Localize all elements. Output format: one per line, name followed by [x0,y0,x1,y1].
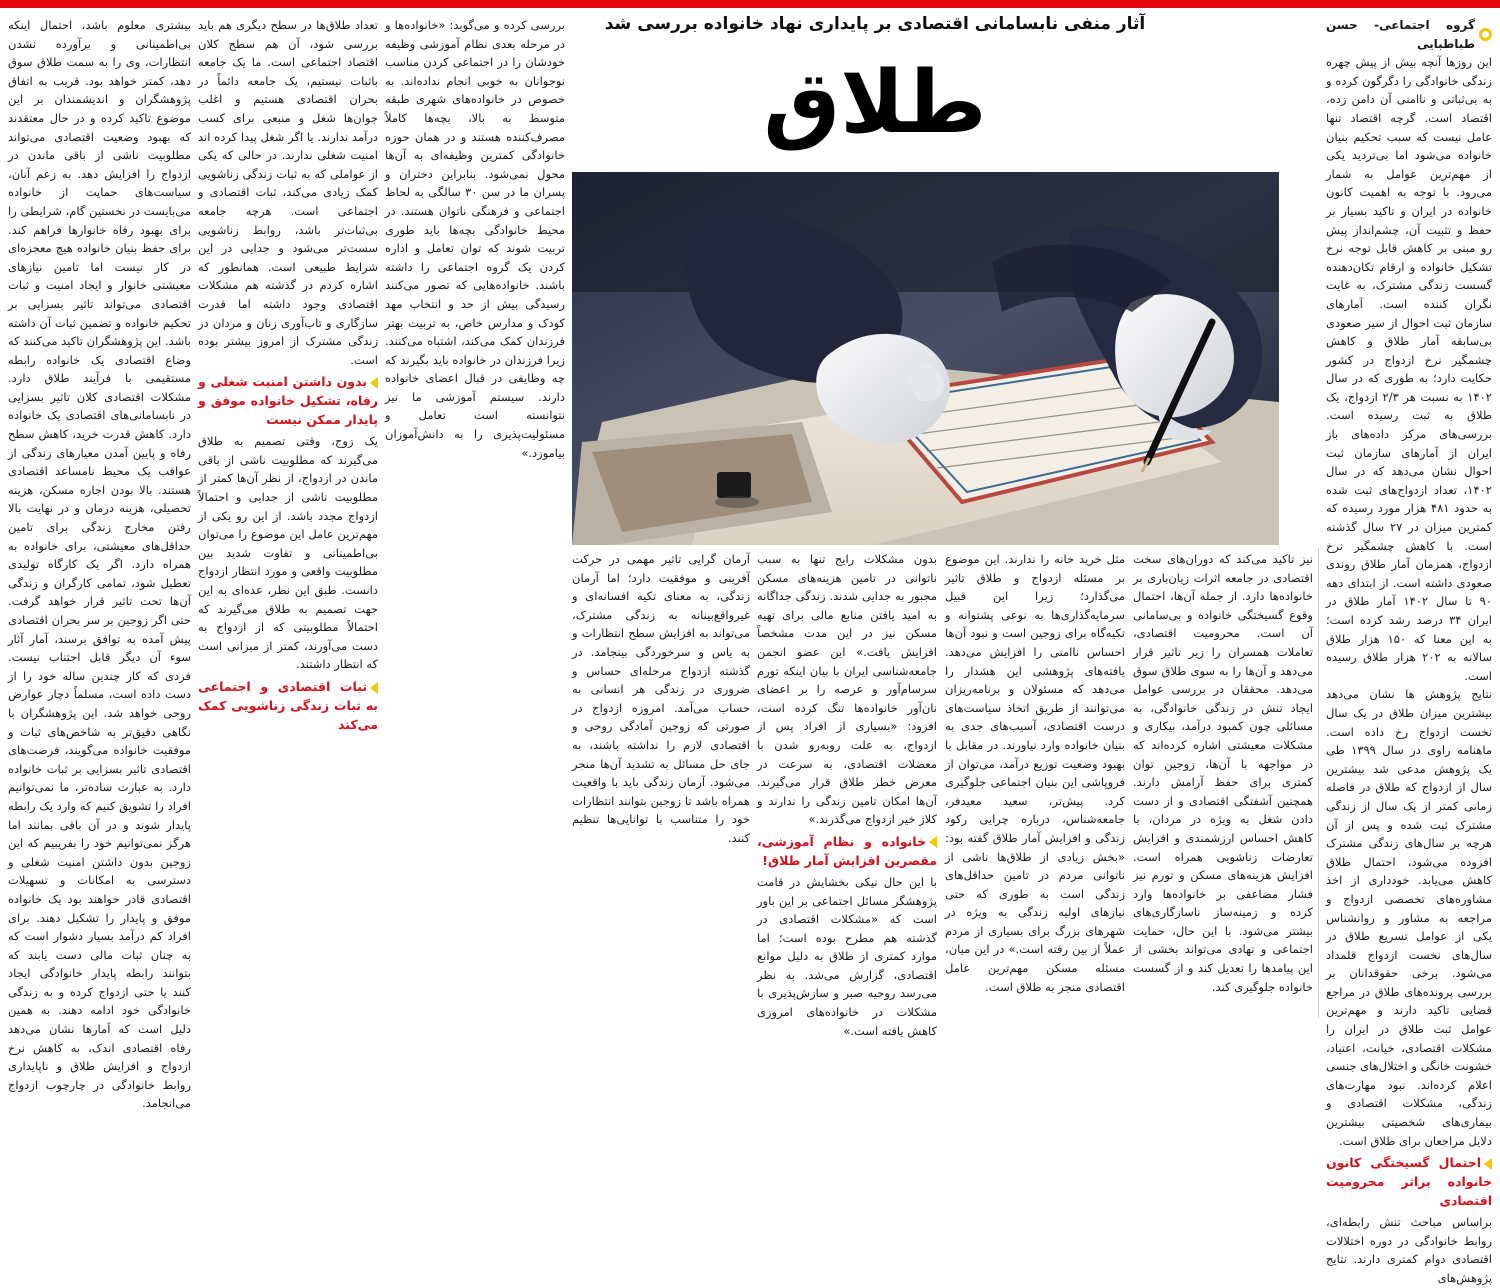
subhead-economic-deprivation [1326,1153,1492,1210]
column-8-text: بیشتری معلوم باشد، احتمال اینکه بی‌اطمینانی و برآورده نشدن انتظارات، وی را به سمت طلاق سوق دهد، کمتر خواهد بود. قریب به اتفاق پژوهشگران و اندیشمندان بر این موضوع تاکید کرده و در حال معتقدند که بهبود وضعیت اقتصادی می‌تواند مطلوبیت ناشی از باقی ماندن در ازدواج را افزایش دهد. به زعم آنان، سیاست‌های حمایت از خانواده می‌بایست در نخستین گام، شرایطی را برای بهبود رفاه خانوارها فراهم کند. برای حفظ بنیان خانواده هیچ معجزه‌ای در کار نیست اما تامین نیازهای معیشتی خانوار و ایجاد امنیت و ثبات اقتصادی می‌تواند تاثیر بسزایی بر تحکیم خانواده و تضمین ثبات آن داشته باشد. این پژوهشگران تاکید می‌کنند که وضاع اقتصادی یک خانواده رابطه مستقیمی با فرآیند طلاق دارد. مشکلات اقتصادی کلان تاثیر بسزایی در نابسامانی‌های اقتصادی یک خانواده دارد. کاهش قدرت خرید، کاهش سطح رفاه و پایین آمدن معیارهای زندگی از عواقب یک محیط نامساعد اقتصادی هستند. بالا بودن اجاره مسکن، هزینه تحصیلی، هزینه درمان و در نهایت بالا رفتن مخارج زندگی برای تامین حداقل‌های معیشتی، برای خانواده به همراه دارد. اگر یک کارگاه تولیدی تعطیل شود، تمامی کارگران و زندگی آن‌ها تحت تاثیر قرار خواهد گرفت. حتی اگر زوجین بر سر بحران اقتصادی پیش آمده به توافق برسند، آمار آثار سوء آن دیگر قابل اجتناب نیست. فردی که کار چندین ساله خود را از دست داده است، مسلماً دچار عوارض روحی خواهد شد. این پژوهشگران با نگاهی دقیق‌تر به شاخص‌های ثبات و موفقیت خانواده می‌گویند، فرصت‌های اقتصادی تاثیر بسزایی بر ثبات خانواده دارد. به عبارت ساده‌تر، ما نمی‌توانیم افراد را تشویق کنیم که وارد یک رابطه پایدار شوند و در آن باقی بمانند اما هرگز نمی‌توانیم خود را بفریبیم که این زوجین بدون داشتن امنیت شغلی و دسترسی به امکانات و تسهیلات اقتصادی قادر خواهند بود یک خانواده موفق و پایدار را تشکیل دهند. برای افراد کم درآمد بسیار دشوار است که به چنان ثبات مالی دست یابند که بتوانند رابطه پایدار خانوادگی ایجاد کنند یا حتی ازدواج کرده و به زندگی خانوادگی خود ادامه دهند. به همین دلیل است که آمارها نشان می‌دهد رفاه اقتصادی اندک، به کاهش نرخ ازدواج و افزایش طلاق و ناپایداری روابط خانوادگی در چارچوب ازدواج می‌انجامد. [8,18,191,1111]
column-divider [1318,548,1319,1018]
column-1-bottom-text: نتایج پژوهش ها نشان می‌دهد بیشترین میزان طلاق در یک سال نخست ازدواج رخ داده است. ماهنامه راوی در سال ۱۳۹۹ طی یک پژوهش مدعی شد بیشترین سال از ازدواج که طلاق در فاصله زمانی کمتر از یک سال از زندگی مشترک ثبت شده و پس از آن هرچه بر سال‌های زندگی مشترک افزوده می‌شود، احتمال طلاق کاهش می‌یابد. خودداری از اخذ مشاوره‌های تخصصی ازدواج و مراجعه به مشاور و روانشناس یکی از عوامل تسریع طلاق در سال‌های نخست ازدواج قلمداد می‌شود. برخی حقوقدانان بر بررسی پرونده‌های طلاق در مراجع قضایی تاکید دارند و مهم‌ترین عوامل ثبت طلاق در ایران را مشکلات اقتصادی، خیانت، اعتیاد، خشونت خانگی و اختلال‌های جنسی اعلام کرده‌اند. نبود مهارت‌های زندگی، مشکلات اقتصادی و بیماری‌های شخصیتی بیشترین دلایل مراجعان برای طلاق است. [1326,687,1492,1148]
subhead-education-system [757,832,937,870]
column-4-text: بدون مشکلات رایج تنها به سبب ناتوانی در تامین هزینه‌های مسکن مجبور به جدایی شدند. زندگی جداگانه به امید یافتن منابع مالی برای تهیه مسکن نیز در این مدت مشخصاً افزایش یافت.» این عضو انجمن جامعه‌شناسی ایران با بیان اینکه تورم سرسام‌آور و عرصه را بر اعضای نان‌آور خانواده‌ها تنگ کرده است، افزود: «بسیاری از افراد پس از ازدواج، به علت روبه‌رو شدن با معضلات اقتصادی، به سرعت در معرض خطر طلاق قرار می‌گیرند. آن‌ها امکان تامین زندگی را ندارند و کلاژ خیر ازدواج می‌گذرند.» [757,552,937,827]
column-6-text: بررسی کرده و می‌گوید: «خانواده‌ها و در مرحله بعدی نظام آموزشی وظیفه خودشان را در اجتماعی کردن مناسب نوجوانان به خوبی انجام نداده‌اند. به خصوص در خانواده‌های شهری طبقه متوسط به بالا، بچه‌ها کاملاً مصرف‌کننده هستند و در همان حوزه خانوادگی کمترین وظیفه‌ای به آن‌ها محول نمی‌شود. بنابراین دختران و پسران ما در سن ۳۰ سالگی به لحاظ اجتماعی و فرهنگی ناتوان هستند. در محیط خانوادگی بچه‌ها باید طوری تربیت شوند که توان تعامل و اداره کردن یک گروه اجتماعی را داشته باشند. خانواده‌هایی که تصور می‌کنند رسیدگی بیش از حد و انتخاب مهد کودک و مدارس خاص، به تربیت بهتر فرزندان کمک می‌کند، اشتباه می‌کنند. زیرا فرزندان در خانواده باید بگیرند که چه وظایفی در قبال اعضای خانواده دارند. سیستم آموزشی ما نیز نتوانسته است تعامل و مسئولیت‌پذیری را به دانش‌آموزان بیاموزد.» [385,18,565,460]
triangle-marker-icon [1484,1158,1492,1170]
subhead-stability [198,677,378,734]
photo-illustration [572,172,1279,545]
subhead-text: ثبات اقتصادی و اجتماعی به ثبات زندگی زناشویی کمک می‌کند [198,679,378,732]
top-color-bar [0,0,1500,8]
column-2-text: نیز تاکید می‌کند که دوران‌های سخت اقتصادی در جامعه اثرات زیان‌باری بر خانواده‌ها دارد. از جمله آن‌ها، احتمال وقوع گسیختگی خانواده و بی‌سامانی آن است. محرومیت اقتصادی، تعاملات همسران را زیر تاثیر قرار می‌دهد و آن‌ها را به سوی طلاق سوق می‌دهد. محققان در بررسی عوامل ایجاد تنش در زندگی خانوادگی، به مسائلی چون کمبود درآمد، بیکاری و مشکلات معیشتی اشاره کرده‌اند که در مواجهه با آن‌ها، زوجین توان کمتری برای حفظ آرامش دارند. همچنین آشفتگی اقتصادی و از دست دادن شغل به ویژه در مردان، با کاهش احساس ارزشمندی و افزایش تعارضات زناشویی همراه است. افزایش هزینه‌های مسکن و تورم نیز فشار مضاعفی بر خانواده‌ها وارد کرده و زمینه‌ساز ناسازگاری‌های بیشتر می‌شود. با این حال، حمایت اجتماعی و نهادی می‌تواند بخشی از این پیامدها را تعدیل کند و از گسست خانواده جلوگیری کند. [1133,552,1313,994]
column-3-text: مثل خرید خانه را ندارند. این موضوع بر مسئله ازدواج و طلاق تاثیر می‌گذارد؛ زیرا این قبیل سرمایه‌گذاری‌ها به نوعی پشتوانه و تکیه‌گاه برای زوجین است و نبود آن‌ها احساس ناامنی را افزایش می‌دهد. یافته‌های پژوهشی این هشدار را می‌دهد که مسئولان و برنامه‌ریزان می‌توانند از طریق اتخاذ سیاست‌های درست اقتصادی، آسیب‌های جدی به بنیان خانواده وارد نیاورند. در مقابل با بهبود وضعیت توزیع درآمد، می‌توان از فروپاشی این بنیان اجتماعی جلوگیری کرد. پیش‌تر، سعید معیدفر، جامعه‌شناس، درباره چرایی رکود زندگی و افزایش آمار طلاق گفته بود: «بخش زیادی از طلاق‌ها ناشی از ناتوانی مردم در تامین حداقل‌های زندگی است به طوری که حتی نیازهای اولیه زندگی به ویژه در شهرهای بزرگ برای بسیاری از مردم عملاً از بین رفته است.» در این میان، مسئله مسکن مهم‌ترین عامل اقتصادی منجر به طلاق است. [945,552,1125,994]
column-3 [945,550,1125,1018]
subhead-text: بدون داشتن امنیت شغلی و رفاه، تشکیل خانواده موفق و پایدار ممکن نیست [198,374,378,428]
column-7-mid-text: یک زوج، وقتی تصمیم به طلاق می‌گیرند که مطلوبیت ناشی از باقی ماندن در ازدواج، از نظر آن‌ها کمتر از مطلوبیت ناشی از جدایی و احتمالاً ازدواج مجدد باشد. از این رو یکی از مهم‌ترین عامل این موضوع را می‌توان بی‌اطمینانی و تفاوت شدید بین مطلوبیت واقعی و مورد انتظار ازدواج دانست. طبق این نظر، عده‌ای به این جهت تصمیم به طلاق می‌گیرند که احتمالاً مطلوبیتی که از ازدواج به دست می‌آورند، کمتر از میزانی است که انتظار داشتند. [198,434,378,672]
column-5 [572,550,750,1018]
triangle-marker-icon [370,682,378,694]
triangle-marker-icon [929,836,937,848]
article-headline: طلاق [763,53,987,153]
column-2 [1133,550,1313,1018]
article-kicker: آثار منفی نابسامانی اقتصادی بر پایداری نهاد خانواده بررسی شد [604,14,1146,34]
triangle-marker-icon [370,377,378,389]
column-4 [757,550,937,1038]
column-1 [1326,16,1492,1285]
author-line [1326,16,1492,53]
column-8 [8,16,191,1111]
column-5-text: آرمان گرایی تاثیر مهمی در حرکت آفرینی و موفقیت دارد؛ اما آرمان زندگی، به معنای تکیه افسانه‌ای و غیرواقع‌بینانه به زندگی مشترک، می‌تواند به افزایش سطح انتظارات و به یاس و سرخوردگی بینجامد. در گذشته ازدواج مرحله‌ای حساس و ضروری در زندگی هر انسانی به حساب می‌آمد. امروزه ازدواج در صورتی که زوجین آمادگی روحی و اقتصادی لازم را نداشته باشند، به جای حل مسائل به تشدید آن‌ها منجر می‌شود. آرمان زندگی باید با واقعیت همراه باشد تا زوجین بتوانند انتظارات خود را متناسب با توانایی‌ها تنظیم کنند. [572,552,750,845]
column-1-end-text: براساس مباحث تنش رابطه‌ای، روابط خانوادگی در دوره اختلالات اقتصادی دوام کمتری دارند. نتایج پژوهش‌های [1326,1215,1492,1285]
column-6 [385,16,565,1018]
subhead-text: خانواده و نظام آموزشی، مقصرین افزایش آمار طلاق! [757,833,937,868]
column-7 [198,16,378,1018]
intro-text: این روزها آنچه بیش از پیش چهره زندگی خانوادگی را دگرگون کرده و به بی‌ثباتی و ناامنی آن دامن زده، اقتصاد است. گرچه اقتصاد تنها عامل نیست که سبب تحکیم بنیان خانواده می‌شود اما بی‌تردید یکی از مهم‌ترین عوامل به شمار می‌رود. با توجه به اهمیت کانون خانواده در ایران و تاکید بسیار بر حفظ و تثبیت آن، چشم‌انداز پیش رو مبنی بر کاهش قابل توجه نرخ تشکیل خانواده و ارقام تکان‌دهنده گسست زندگی مشترک، به غایت نگران کننده است. آمارهای سازمان ثبت احوال از سیر صعودی بی‌سابقه آمار طلاق و کاهش چشمگیر نرخ ازدواج در کشور حکایت دارد؛ به طوری که در سال ۱۴۰۲ به نسبت هر ۲/۳ ازدواج، یک طلاق به ثبت رسیده است. بررسی‌های مرکز داده‌های باز ایران از آمارهای سازمان ثبت احوال نشان می‌دهد که در سال ۱۴۰۲، تعداد ازدواج‌های ثبت شده به حدود ۴۸۱ هزار مورد رسیده که کمترین میزان در ۲۷ سال گذشته است. با کاهش چشمگیر نرخ ازدواج، همزمان آمار طلاق روندی صعودی داشته است. از ابتدای دهه ۹۰ تا سال ۱۴۰۲ آمار طلاق در ایران ۳۴ درصد رشد کرده است؛ به این معنا که ۱۵۰ هزار طلاق سالانه به ۲۰۲ هزار طلاق رسیده است. [1326,55,1492,683]
author-name: گروه اجتماعی- حسن طباطبایی [1326,18,1475,51]
author-badge-icon [1479,28,1492,41]
article-photo [572,172,1279,545]
subhead-job-security [198,372,378,429]
column-7-text: تعداد طلاق‌ها در سطح دیگری هم باید بررسی شود، آن هم سطح کلان اقتصاد اجتماعی است. ما یک جامعه باثبات نیستیم، یک جامعه دائماً در بحران اقتصادی هستیم و اغلب جوان‌ها شغل و منبعی برای کسب درآمد ندارند. یا اگر شغل پیدا کرده اند امنیت شغلی ندارند. در حالی که یکی از عواملی که به ثبات زندگی زناشویی کمک زیادی می‌کند، ثبات اقتصادی و اجتماعی است. هرچه جامعه بی‌ثبات‌تر باشد، روابط زناشویی سست‌تر می‌شود و جدایی در این شرایط طبیعی است. همانطور که اشاره کردم در گذشته هم مشکلات اقتصادی وجود داشته اما قدرت سازگاری و تاب‌آوری زنان و مردان در زندگی مشترک از امروز بیشتر بوده است. [198,18,378,367]
subhead-text: احتمال گسیختگی کانون خانواده براثر محرومیت اقتصادی [1326,1155,1492,1209]
column-4-end-text: با این حال نیکی بخشایش در قامت پژوهشگر مسائل اجتماعی بر این باور است که «مشکلات اقتصادی در گذشته هم مطرح بوده است؛ اما موارد کمتری از طلاق به دلیل موانع اقتصادی، گزارش می‌شد. به نظر می‌رسد روحیه صبر و سازش‌پذیری با مشکلات در خانواده‌های امروزی کاهش یافته است.» [757,874,937,1038]
